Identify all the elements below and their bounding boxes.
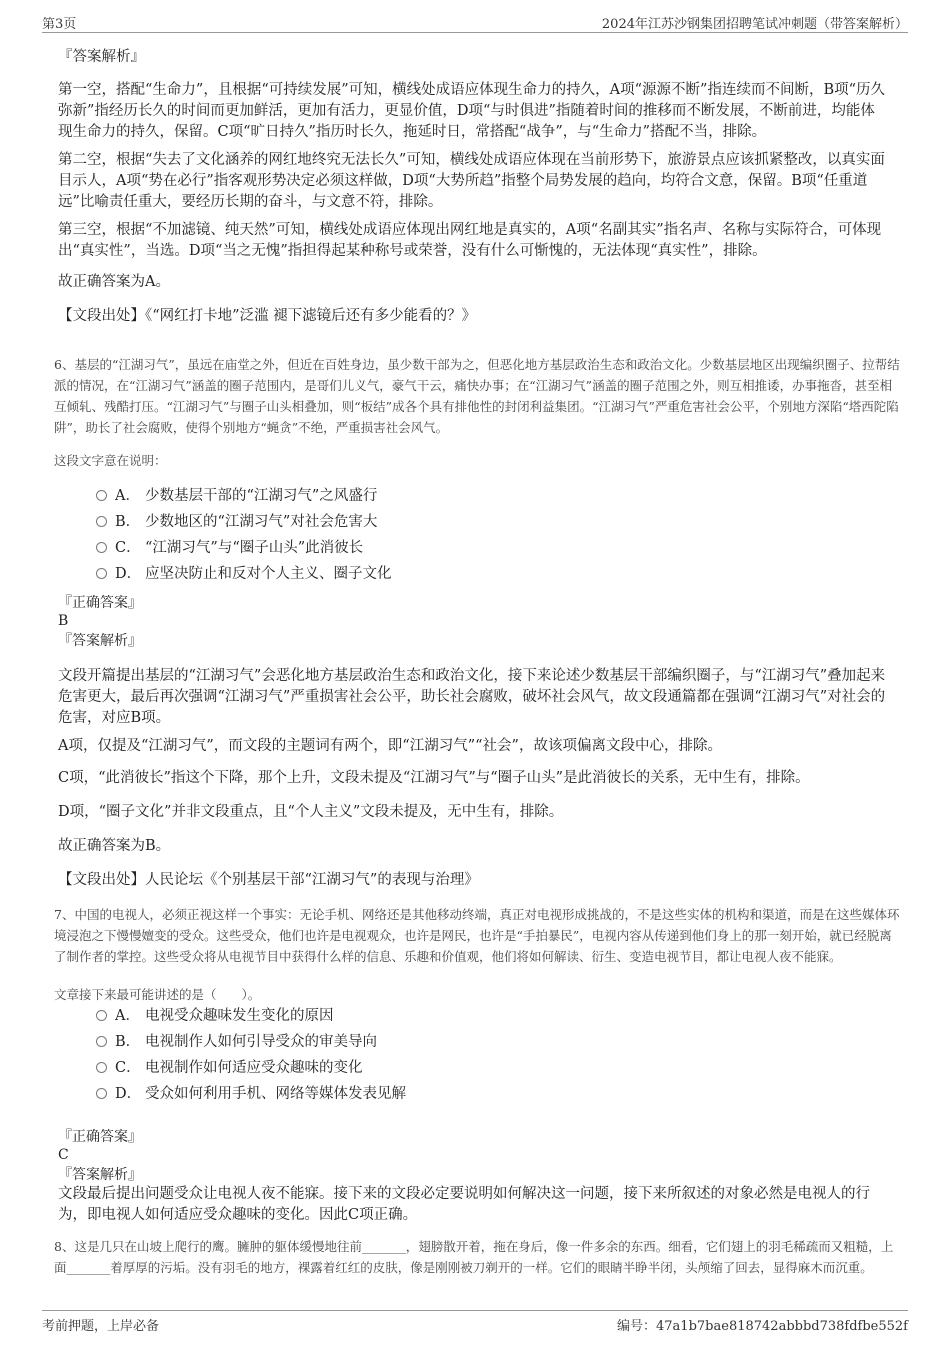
q7-question: 文章接下来最可能讲述的是（ ）。 xyxy=(54,987,261,1002)
q7-correct-label: 『正确答案』 xyxy=(58,1129,142,1145)
radio-icon[interactable] xyxy=(96,1088,107,1099)
q6-correct-label: 『正确答案』 xyxy=(58,595,142,611)
radio-icon[interactable] xyxy=(96,568,107,579)
q7-option-d[interactable]: D． 受众如何利用手机、网络等媒体发表见解 xyxy=(96,1084,406,1104)
q6-option-a[interactable]: A． 少数基层干部的“江湖习气”之风盛行 xyxy=(96,486,377,506)
footer-slogan: 考前押题，上岸必备 xyxy=(42,1319,160,1334)
q5-analysis-para1: 第一空，搭配“生命力”，且根据“可持续发展”可知，横线处成语应体现生命力的持久，A项“源源不断”指连续而不间断，B项“历久弥新”指经历长久的时间而更加鲜活，更加有活力，更显价值，D项“与时俱进”指随着时间的推移而不断发展，不断前进，均能体现生命力的持久，保留。C项“旷日持久”指历时长久，拖延时日，常搭配“战争”，与“生命力”搭配不当，排除。 xyxy=(58,82,886,140)
q5-analysis-para3: 第三空，根据“不加滤镜、纯天然”可知，横线处成语应体现出网红地是真实的，A项“名副其实”指名声、名称与实际符合，可体现出“真实性”，当选。D项“当之无愧”指担得起某种称号或荣誉，没有什么可惭愧的，无法体现“真实性”，排除。 xyxy=(58,222,882,259)
q6-option-d[interactable]: D． 应坚决防止和反对个人主义、圈子文化 xyxy=(96,564,392,584)
q6-correct-answer: B xyxy=(58,613,69,629)
q6-analysis-para1: 文段开篇提出基层的“江湖习气”会恶化地方基层政治生态和政治文化，接下来论述少数基层干部编织圈子，与“江湖习气”叠加起来危害更大，最后再次强调“江湖习气”严重损害社会公平，助长社会腐败，破坏社会风气，故文段通篇都在强调“江湖习气”对社会的危害，对应B项。 xyxy=(58,668,886,726)
q6-stem: 6、基层的“江湖习气”，虽远在庙堂之外，但近在百姓身边，虽少数干部为之，但恶化地方基层政治生态和政治文化。少数基层地区出现编织圈子、拉帮结派的情况，在“江湖习气”涵盖的圈子范围内，是哥们儿义气，豪气干云，痛快办事；在“江湖习气”涵盖的圈子范围之外，则互相推诿，办事拖沓，甚至相互倾轧、残酷打压。“江湖习气”与圈子山头相叠加，则“板结”成各个具有排他性的封闭利益集团。“江湖习气”严重危害社会公平，个别地方深陷“塔西陀陷阱”，助长了社会腐败，使得个别地方“蝇贪”不绝，严重损害社会风气。 xyxy=(54,357,900,435)
radio-icon[interactable] xyxy=(96,1062,107,1073)
q6-option-b[interactable]: B． 少数地区的“江湖习气”对社会危害大 xyxy=(96,512,377,532)
q7-stem: 7、中国的电视人，必须正视这样一个事实：无论手机、网络还是其他移动终端，真正对电视形成挑战的，不是这些实体的机构和渠道，而是在这些媒体环境浸泡之下慢慢嬗变的受众。这些受众，他们也许是电视观众，也许是网民，也许是“手拍暴民”，电视内容从传递到他们身上的那一刻开始，就已经脱离了制作者的掌控。这些受众将从电视节目中获得什么样的信息、乐趣和价值观，他们将如何解读、衍生、变造电视节目，都让电视人夜不能寐。 xyxy=(54,907,900,964)
q6-question: 这段文字意在说明： xyxy=(54,453,167,468)
q5-analysis-label: 『答案解析』 xyxy=(58,49,145,65)
page-number: 第3页 xyxy=(42,17,77,32)
radio-icon[interactable] xyxy=(96,542,107,553)
q7-correct-answer: C xyxy=(58,1147,69,1163)
q6-analysis-para4: D项，“圈子文化”并非文段重点，且“个人主义”文段未提及，无中生有，排除。 xyxy=(58,804,564,820)
q7-option-c[interactable]: C． 电视制作如何适应受众趣味的变化 xyxy=(96,1058,363,1078)
q7-option-a[interactable]: A． 电视受众趣味发生变化的原因 xyxy=(96,1006,334,1026)
q6-conclusion: 故正确答案为B。 xyxy=(58,838,171,854)
radio-icon[interactable] xyxy=(96,1036,107,1047)
q6-analysis-para2: A项，仅提及“江湖习气”，而文段的主题词有两个，即“江湖习气”“社会”，故该项偏离文段中心，排除。 xyxy=(58,738,722,754)
q7-option-b[interactable]: B． 电视制作人如何引导受众的审美导向 xyxy=(96,1032,377,1052)
q8-stem: 8、这是几只在山坡上爬行的鹰。臃肿的躯体缓慢地往前_______，翅膀散开着，拖在身后，像一件多余的东西。细看，它们翅上的羽毛稀疏而又粗糙，上面_______着厚厚的污垢。没有羽毛的地方，裸露着红红的皮肤，像是刚刚被刀剃开的一样。它们的眼睛半睁半闭，头颅缩了回去，显得麻木而沉重。 xyxy=(54,1239,894,1275)
q5-conclusion: 故正确答案为A。 xyxy=(58,274,170,290)
q6-analysis-para3: C项，“此消彼长”指这个下降，那个上升，文段未提及“江湖习气”与“圈子山头”是此消彼长的关系，无中生有，排除。 xyxy=(58,770,810,786)
q6-source: 【文段出处】人民论坛《个别基层干部“江湖习气”的表现与治理》 xyxy=(58,872,479,888)
document-id: 编号：47a1b7bae818742abbbd738fdfbe552f xyxy=(617,1319,908,1334)
q7-analysis-para1: 文段最后提出问题受众让电视人夜不能寐。接下来的文段必定要说明如何解决这一问题，接下来所叙述的对象必然是电视人的行为，即电视人如何适应受众趣味的变化。因此C项正确。 xyxy=(58,1186,870,1223)
radio-icon[interactable] xyxy=(96,516,107,527)
q6-analysis-label: 『答案解析』 xyxy=(58,633,142,649)
radio-icon[interactable] xyxy=(96,1010,107,1021)
radio-icon[interactable] xyxy=(96,490,107,501)
q7-analysis-label: 『答案解析』 xyxy=(58,1167,142,1183)
document-title: 2024年江苏沙钢集团招聘笔试冲刺题（带答案解析） xyxy=(601,17,908,32)
q5-analysis-para2: 第二空，根据“失去了文化涵养的网红地终究无法长久”可知，横线处成语应体现在当前形势下，旅游景点应该抓紧整改，以真实面目示人，A项“势在必行”指客观形势决定必须这样做，D项“大势所趋”指整个局势发展的趋向，均符合文意，保留。B项“任重道远”比喻责任重大，要经历长期的奋斗，与文意不符，排除。 xyxy=(58,152,885,210)
q5-source: 【文段出处】《“网红打卡地”泛滥 褪下滤镜后还有多少能看的？》 xyxy=(58,308,477,324)
q6-option-c[interactable]: C． “江湖习气”与“圈子山头”此消彼长 xyxy=(96,538,363,558)
page-header xyxy=(42,10,908,33)
page-footer xyxy=(42,1310,908,1333)
